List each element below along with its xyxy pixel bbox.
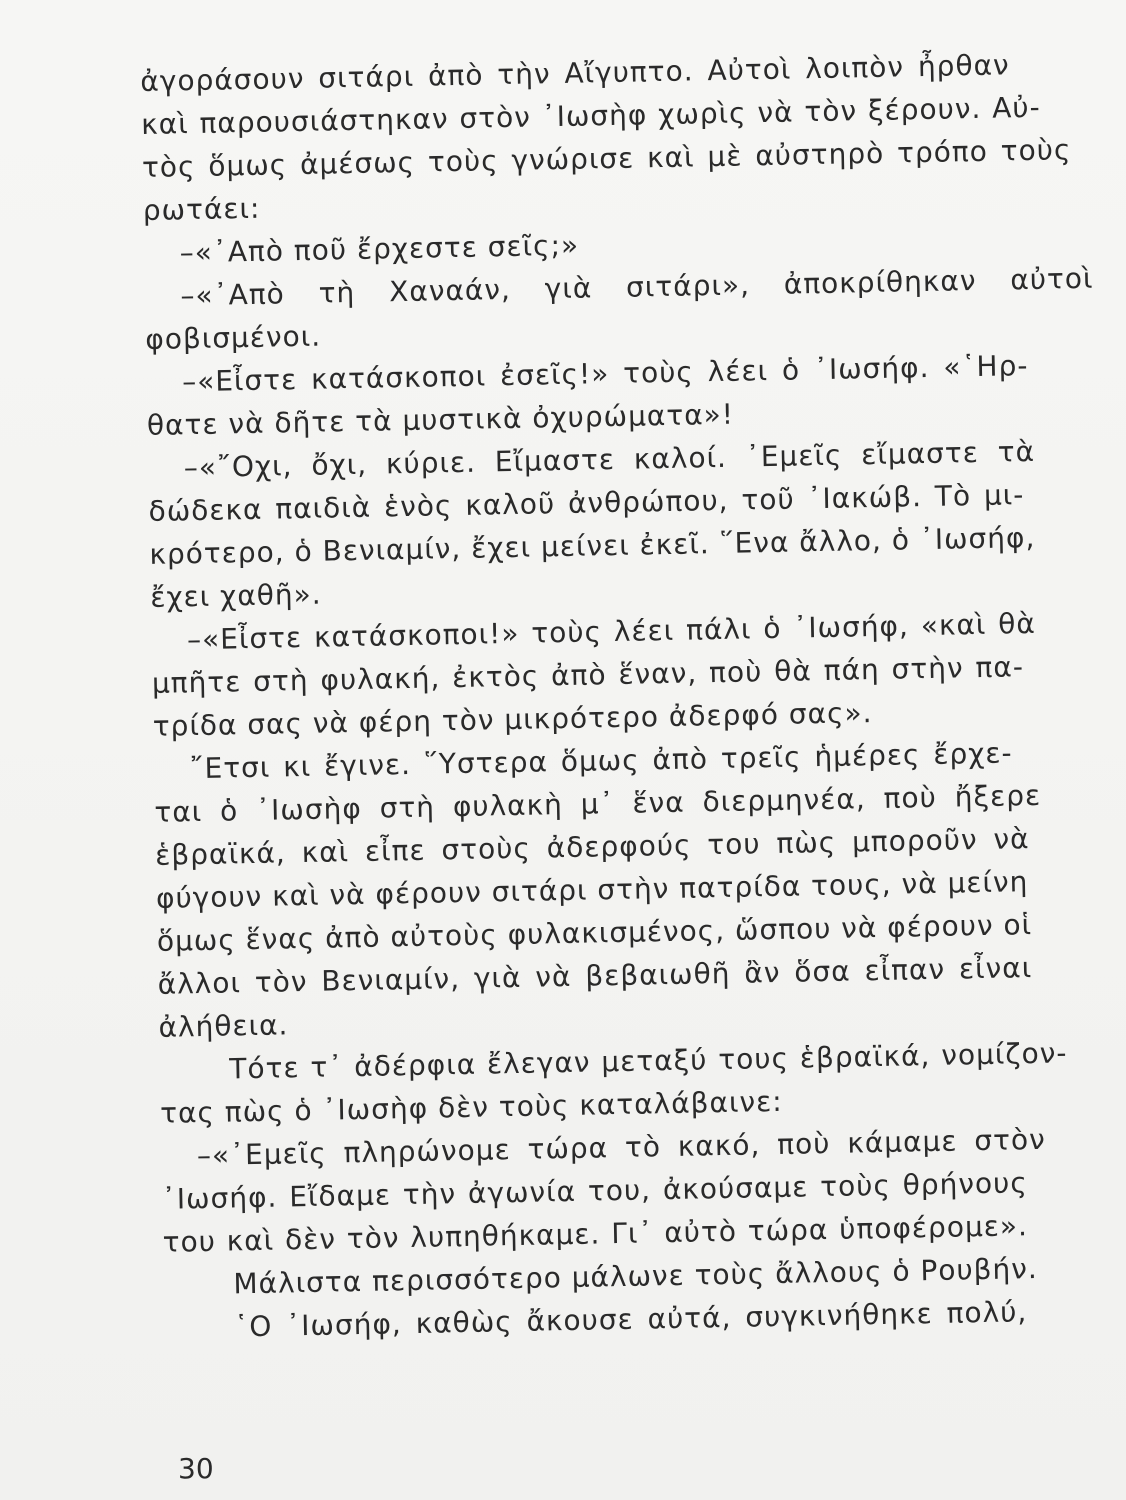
text-line: –«᾿Απὸ ποῦ ἔρχεστε σεῖς;» bbox=[179, 228, 580, 270]
text-line: ἀλήθεια. bbox=[158, 1008, 289, 1044]
text-line: ὅμως ἕνας ἀπὸ αὐτοὺς φυλακισμένος, ὥσπου νὰ φέρουν οἱ bbox=[156, 908, 1033, 958]
text-line: κρότερο, ὁ Βενιαμίν, ἔχει μείνει ἐκεῖ. ῞Ενα ἄλλο, ὁ ᾿Ιωσήφ, bbox=[149, 520, 1036, 571]
text-line: φύγουν καὶ νὰ φέρουν σιτάρι στὴν πατρίδα τους, νὰ μείνη bbox=[155, 865, 1029, 915]
text-line: –«῎Οχι, ὄχι, κύριε. Εἴμαστε καλοί. ᾿Εμεῖς εἴμαστε τὰ bbox=[183, 434, 1036, 485]
text-line: ᾿Ιωσήφ. Εἴδαμε τὴν ἀγωνία του, ἀκούσαμε τοὺς θρήνους bbox=[161, 1166, 1029, 1216]
text-line: –«Εἶστε κατάσκοποι ἐσεῖς!» τοὺς λέει ὁ ᾿Ιωσήφ. «῾Ηρ- bbox=[181, 349, 1029, 399]
text-line: –«᾿Απὸ τὴ Χαναάν, γιὰ σιτάρι», ἀποκρίθηκαν αὐτοὶ bbox=[180, 261, 1094, 313]
page-number: 30 bbox=[178, 1452, 214, 1485]
body-text bbox=[140, 45, 1094, 1344]
text-line: –«᾿Εμεῖς πληρώνομε τώρα τὸ κακό, ποὺ κάμαμε στὸν bbox=[196, 1122, 1047, 1173]
text-line: ἀγοράσουν σιτάρι ἀπὸ τὴν Αἴγυπτο. Αὐτοὶ λοιπὸν ἦρθαν bbox=[140, 48, 1010, 98]
text-line: ται ὁ ᾿Ιωσὴφ στὴ φυλακὴ μ᾿ ἕνα διερμηνέα, ποὺ ἤξερε bbox=[154, 778, 1042, 829]
text-line: ἄλλοι τὸν Βενιαμίν, γιὰ νὰ βεβαιωθῆ ἂν ὅσα εἶπαν εἶναι bbox=[157, 951, 1033, 1001]
text-line: θατε νὰ δῆτε τὰ μυστικὰ ὀχυρώματα»! bbox=[146, 397, 735, 442]
text-line: τὸς ὅμως ἀμέσως τοὺς γνώρισε καὶ μὲ αὐστηρὸ τρόπο τοὺς bbox=[141, 133, 1072, 184]
text-line: τας πὼς ὁ ᾿Ιωσὴφ δὲν τοὺς καταλάβαινε: bbox=[159, 1084, 783, 1130]
text-line: ῾Ο ᾿Ιωσήφ, καθὼς ἄκουσε αὐτά, συγκινήθηκε πολύ, bbox=[233, 1295, 1028, 1344]
text-line: Μάλιστα περισσότερο μάλωνε τοὺς ἄλλους ὁ Ρουβήν. bbox=[233, 1251, 1039, 1301]
text-line: Τότε τ᾿ ἀδέρφια ἔλεγαν μεταξύ τους ἑβραϊκά, νομίζον- bbox=[229, 1036, 1068, 1086]
text-line: φοβισμένοι. bbox=[145, 319, 322, 356]
text-line: ἑβραϊκά, καὶ εἶπε στοὺς ἀδερφούς του πὼς μποροῦν νὰ bbox=[154, 822, 1030, 872]
text-line: μπῆτε στὴ φυλακή, ἐκτὸς ἀπὸ ἕναν, ποὺ θὰ πάη στὴν πα- bbox=[151, 650, 1025, 700]
text-line: ρωτάει: bbox=[142, 191, 261, 227]
text-line: καὶ παρουσιάστηκαν στὸν ᾿Ιωσὴφ χωρὶς νὰ τὸν ξέρουν. Αὐ- bbox=[140, 90, 1041, 141]
text-line: δώδεκα παιδιὰ ἑνὸς καλοῦ ἀνθρώπου, τοῦ ᾿Ιακώβ. Τὸ μι- bbox=[148, 478, 1025, 528]
text-line: ἔχει χαθῆ». bbox=[149, 577, 322, 614]
text-line: του καὶ δὲν τὸν λυπηθήκαμε. Γι᾿ αὐτὸ τώρα ὑποφέρομε». bbox=[162, 1209, 1029, 1259]
text-line: τρίδα σας νὰ φέρη τὸν μικρότερο ἀδερφό σας». bbox=[152, 696, 873, 743]
text-line: –«Εἶστε κατάσκοποι!» τοὺς λέει πάλι ὁ ᾿Ιωσήφ, «καὶ θὰ bbox=[186, 606, 1037, 657]
text-line: ῎Ετσι κι ἔγινε. ῞Υστερα ὅμως ἀπὸ τρεῖς ἡμέρες ἔρχε- bbox=[189, 736, 1013, 786]
